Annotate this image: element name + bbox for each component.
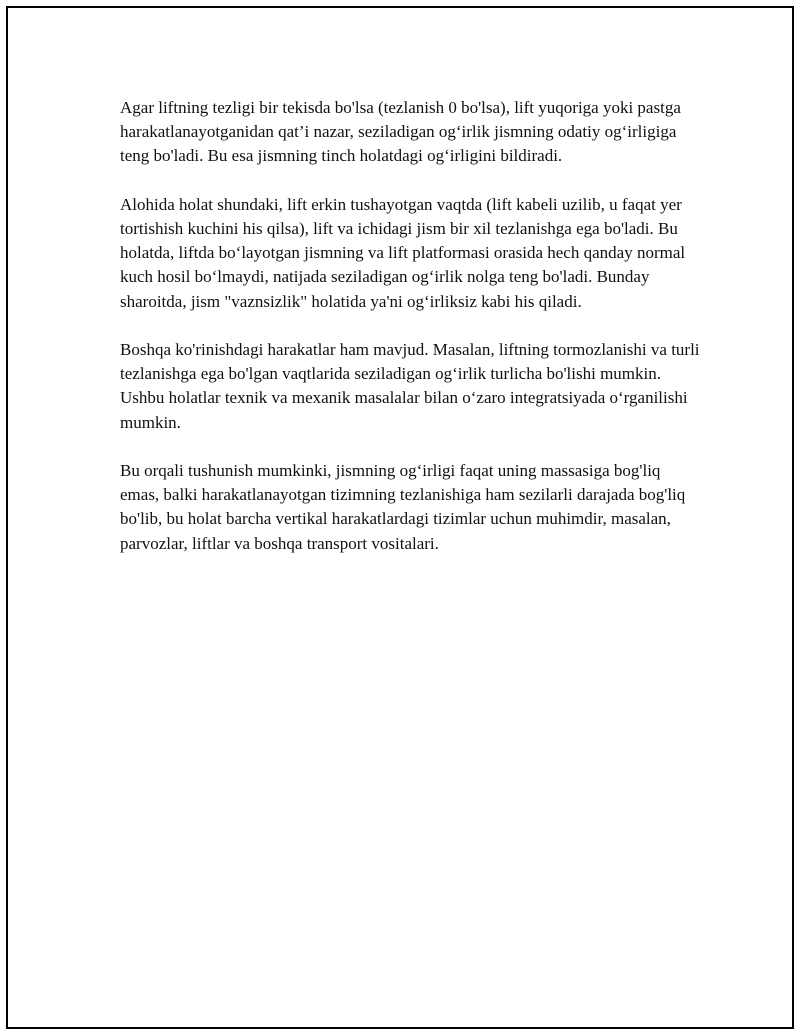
paragraph-4: Bu orqali tushunish mumkinki, jismning og‘irligi faqat uning massasiga bog'liq emas, balki harakatlanayotgan tizimning tezlanishiga ham sezilarli darajada bog'liq bo'lib, bu holat barcha vertikal harakatlardagi tizimlar uchun muhimdir, masalan, parvozlar, liftlar va boshqa transport vositalari. — [120, 461, 686, 553]
paragraph-1: Agar liftning tezligi bir tekisda bo'lsa (tezlanish 0 bo'lsa), lift yuqoriga yoki pastga harakatlanayotganidan qat’i nazar, seziladigan og‘irlik jismning odatiy og‘irligiga teng bo'ladi. Bu esa jismning tinch holatdagi og‘irligini bildiradi. — [120, 98, 681, 166]
document-page — [6, 6, 794, 1029]
paragraph-2: Alohida holat shundaki, lift erkin tushayotgan vaqtda (lift kabeli uzilib, u faqat yer tortishish kuchini his qilsa), lift va ichidagi jism bir xil tezlanishga ega bo'ladi. Bu holatda, liftda bo‘layotgan jismning va lift platformasi orasida hech qanday normal kuch hosil bo‘lmaydi, natijada seziladigan og‘irlik nolga teng bo'ladi. Bunday sharoitda, jism "vaznsizlik" holatida ya'ni og‘irliksiz kabi his qiladi. — [120, 194, 686, 311]
document-body — [120, 96, 700, 556]
paragraph-3: Boshqa ko'rinishdagi harakatlar ham mavjud. Masalan, liftning tormozlanishi va turli tezlanishga ega bo'lgan vaqtlarida seziladigan og‘irlik turlicha bo'lishi mumkin. Ushbu holatlar texnik va mexanik masalalar bilan o‘zaro integratsiyada o‘rganilishi mumkin. — [120, 340, 700, 432]
